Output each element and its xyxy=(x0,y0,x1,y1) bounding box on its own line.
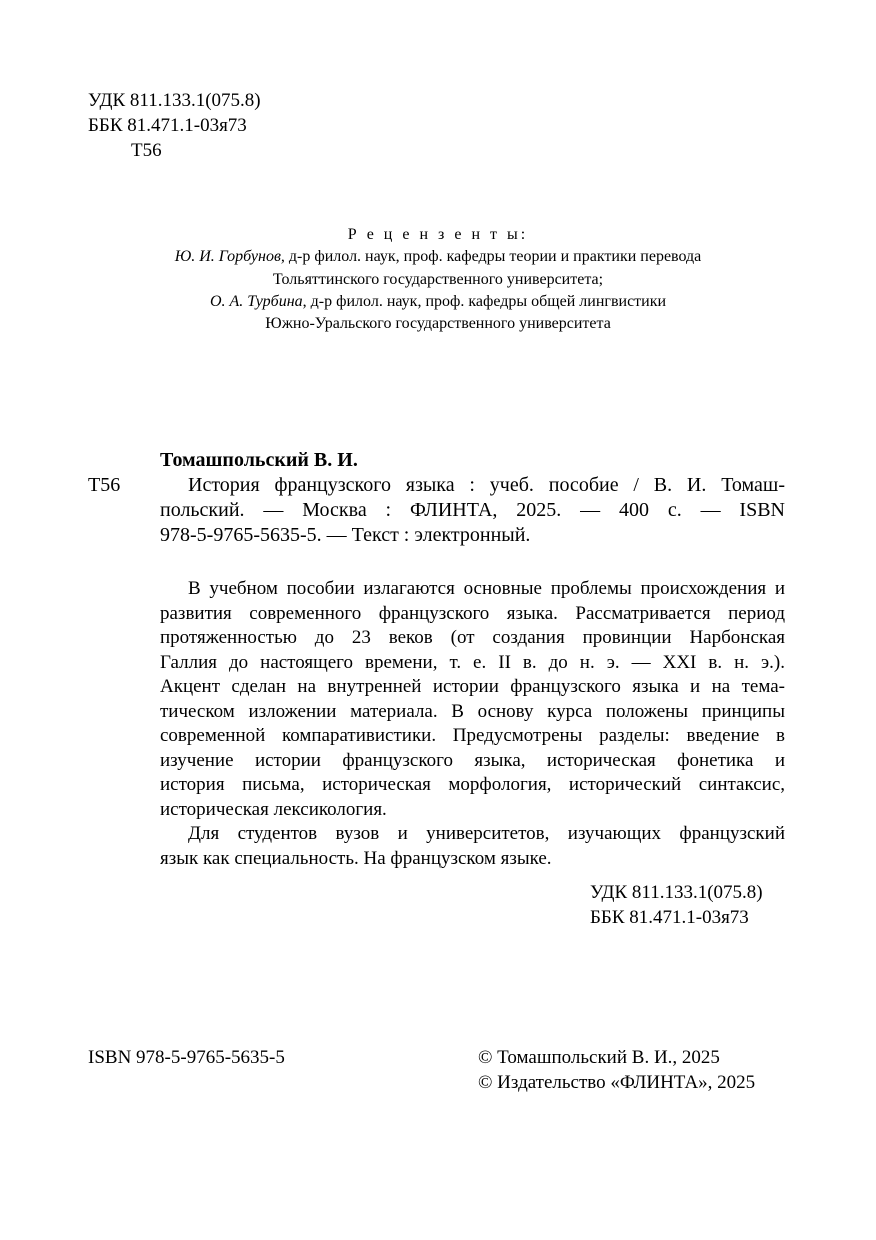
annotation-line: протяженностью до 23 веков (от создания провинции Нарбонская xyxy=(160,627,785,648)
catalog-mark: Т56 xyxy=(88,474,121,496)
reviewers-heading-text: Р е ц е н з е н т ы: xyxy=(347,226,529,243)
reviewer-1 xyxy=(0,246,876,268)
annotation-line: Для студентов вузов и университетов, изучающих французский xyxy=(188,823,785,844)
catalog-line: 978-5-9765-5635-5. — Текст : электронный. xyxy=(160,524,531,546)
copyright-publisher: © Издательство «ФЛИНТА», 2025 xyxy=(478,1072,756,1093)
udk-code-top: УДК 811.133.1(075.8) xyxy=(88,90,261,111)
reviewer-2-name: О. А. Турбина xyxy=(209,293,303,310)
annotation-line: современной компаративистики. Предусмотрены разделы: введение в xyxy=(160,725,785,746)
annotation-line: историческая лексикология. xyxy=(160,798,387,820)
author-mark-top: Т56 xyxy=(131,140,162,161)
isbn: ISBN 978-5-9765-5635-5 xyxy=(88,1047,285,1068)
copyright-author: © Томашпольский В. И., 2025 xyxy=(478,1047,720,1068)
annotation-line: история письма, историческая морфология, исторический синтаксис, xyxy=(160,774,785,795)
udk-code-bottom: УДК 811.133.1(075.8) xyxy=(590,882,763,903)
reviewer-1-name: Ю. И. Горбунов, xyxy=(174,248,285,265)
annotation-line: В учебном пособии излагаются основные проблемы происхождения и xyxy=(188,578,785,599)
annotation-line: Акцент сделан на внутренней истории французского языка и на тема- xyxy=(160,676,785,697)
catalog-author: Томашпольский В. И. xyxy=(160,449,358,471)
catalog-line: История французского языка : учеб. пособие / В. И. Томаш- xyxy=(188,474,785,496)
annotation-line: развития современного французского языка. Рассматривается период xyxy=(160,602,785,624)
reviewer-1-title: д-р филол. наук, проф. кафедры теории и практики перевода xyxy=(284,248,702,265)
reviewer-2 xyxy=(0,291,876,313)
catalog-line: польский. — Москва : ФЛИНТА, 2025. — 400 с. — ISBN xyxy=(160,499,785,521)
reviewer-1-org: Тольяттинского государственного университета; xyxy=(272,271,604,288)
reviewers-heading xyxy=(0,224,876,246)
reviewer-2-title: , д-р филол. наук, проф. кафедры общей лингвистики xyxy=(302,293,667,310)
annotation-line: язык как специальность. На французском языке. xyxy=(160,847,552,869)
reviewer-2-org: Южно-Уральского государственного университета xyxy=(265,315,611,332)
annotation-line: Галлия до настоящего времени, т. е. II в. до н. э. — XXI в. н. э.). xyxy=(160,651,785,673)
annotation-line: тическом изложении материала. В основу курса положены принципы xyxy=(160,700,785,722)
bbk-code-top: ББК 81.471.1-03я73 xyxy=(88,115,247,136)
annotation-line: изучение истории французского языка, историческая фонетика и xyxy=(160,749,785,771)
bbk-code-bottom: ББК 81.471.1-03я73 xyxy=(590,907,749,928)
